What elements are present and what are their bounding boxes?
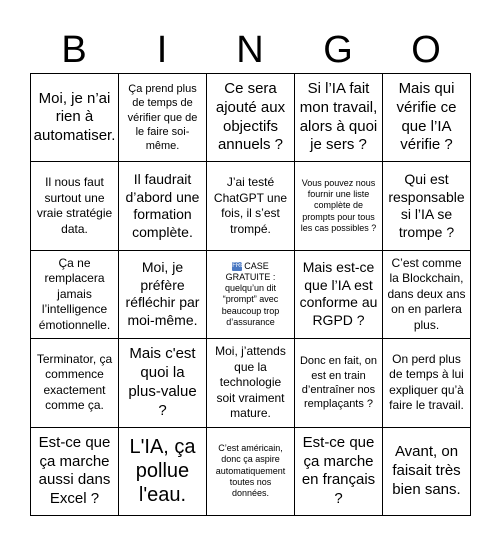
- bingo-cell-free[interactable]: [207, 251, 295, 339]
- bingo-cell[interactable]: [31, 339, 119, 427]
- header-letter-g: G: [323, 29, 353, 71]
- bingo-cell-text: Moi, j’attends que la technologie soit vraiment mature.: [215, 343, 286, 421]
- bingo-header: [30, 28, 470, 72]
- free-square-icon: FREE: [232, 262, 249, 269]
- header-letter-b: B: [61, 29, 87, 71]
- bingo-cell-text: Moi, je préfère réfléchir par moi-même.: [125, 259, 200, 328]
- bingo-cell[interactable]: [119, 251, 207, 339]
- bingo-cell[interactable]: [31, 428, 119, 516]
- bingo-cell[interactable]: [119, 162, 207, 250]
- bingo-cell-text: Ça prend plus de temps de vérifier que de le faire soi-même.: [127, 82, 198, 153]
- bingo-cell-text: Ce sera ajouté aux objectifs annuels ?: [215, 80, 286, 154]
- bingo-cell-text: C’est comme la Blockchain, dans deux ans on en parlera plus.: [387, 255, 466, 332]
- header-letter-o: O: [411, 29, 441, 71]
- bingo-grid: [30, 73, 471, 516]
- bingo-cell[interactable]: [383, 162, 471, 250]
- header-letter-i: I: [156, 29, 168, 71]
- bingo-cell[interactable]: [295, 74, 383, 162]
- header-letter-n: N: [236, 29, 264, 71]
- bingo-cell-text: Terminator, ça commence exactement comme ça.: [36, 351, 113, 413]
- bingo-cell[interactable]: [119, 339, 207, 427]
- bingo-cell-text: CASE GRATUITE : quelqu’un dit “prompt” avec beaucoup trop d’assurance: [221, 260, 280, 327]
- bingo-cell[interactable]: [295, 162, 383, 250]
- bingo-cell-text: Avant, on faisait très bien sans.: [392, 443, 461, 498]
- bingo-cell[interactable]: [295, 339, 383, 427]
- bingo-cell[interactable]: [31, 162, 119, 250]
- bingo-cell[interactable]: [383, 339, 471, 427]
- bingo-cell-text: Qui est responsable si l’IA se trompe ?: [388, 171, 465, 240]
- bingo-cell-text: On perd plus de temps à lui expliquer qu’à faire le travail.: [389, 351, 464, 413]
- bingo-cell-text: Mais c'est quoi la plus-value ?: [128, 345, 197, 419]
- bingo-cell-text: Mais est-ce que l’IA est conforme au RGPD ?: [299, 259, 378, 328]
- bingo-cell[interactable]: [295, 251, 383, 339]
- bingo-cell-text: Ça ne remplacera jamais l’intelligence émotionnelle.: [38, 255, 111, 332]
- bingo-cell-text: Si l’IA fait mon travail, alors à quoi je sers ?: [299, 80, 378, 154]
- bingo-cell[interactable]: [207, 162, 295, 250]
- bingo-cell-text: C’est américain, donc ça aspire automatiquement toutes nos données.: [215, 443, 286, 499]
- bingo-cell[interactable]: [31, 251, 119, 339]
- bingo-cell[interactable]: [119, 74, 207, 162]
- bingo-cell-text: Vous pouvez nous fournir une liste complète de prompts pour tous les cas possibles ?: [300, 177, 377, 233]
- bingo-cell[interactable]: [119, 428, 207, 516]
- bingo-cell[interactable]: [31, 74, 119, 162]
- bingo-cell-text: Est-ce que ça marche en français ?: [301, 433, 376, 508]
- bingo-cell[interactable]: [383, 428, 471, 516]
- bingo-cell-text: Il faudrait d’abord une formation complète.: [125, 171, 200, 240]
- bingo-cell[interactable]: [383, 74, 471, 162]
- bingo-cell[interactable]: [207, 428, 295, 516]
- bingo-cell[interactable]: [295, 428, 383, 516]
- bingo-cell-text: L'IA, ça pollue l'eau.: [129, 436, 196, 507]
- bingo-cell-text: J’ai testé ChatGPT une fois, il s’est trompé.: [213, 174, 288, 236]
- bingo-cell-text: Est-ce que ça marche aussi dans Excel ?: [38, 433, 111, 508]
- bingo-cell-text: Mais qui vérifie ce que l’IA vérifie ?: [396, 80, 457, 154]
- bingo-cell-text: Il nous faut surtout une vraie stratégie data.: [36, 174, 113, 236]
- bingo-cell-text: Moi, je n’ai rien à automatiser.: [33, 89, 116, 145]
- bingo-cell-text: Donc en fait, on est en train d’entraîner nos remplaçants ?: [299, 355, 378, 411]
- bingo-cell[interactable]: [383, 251, 471, 339]
- bingo-cell[interactable]: [207, 74, 295, 162]
- bingo-cell[interactable]: [207, 339, 295, 427]
